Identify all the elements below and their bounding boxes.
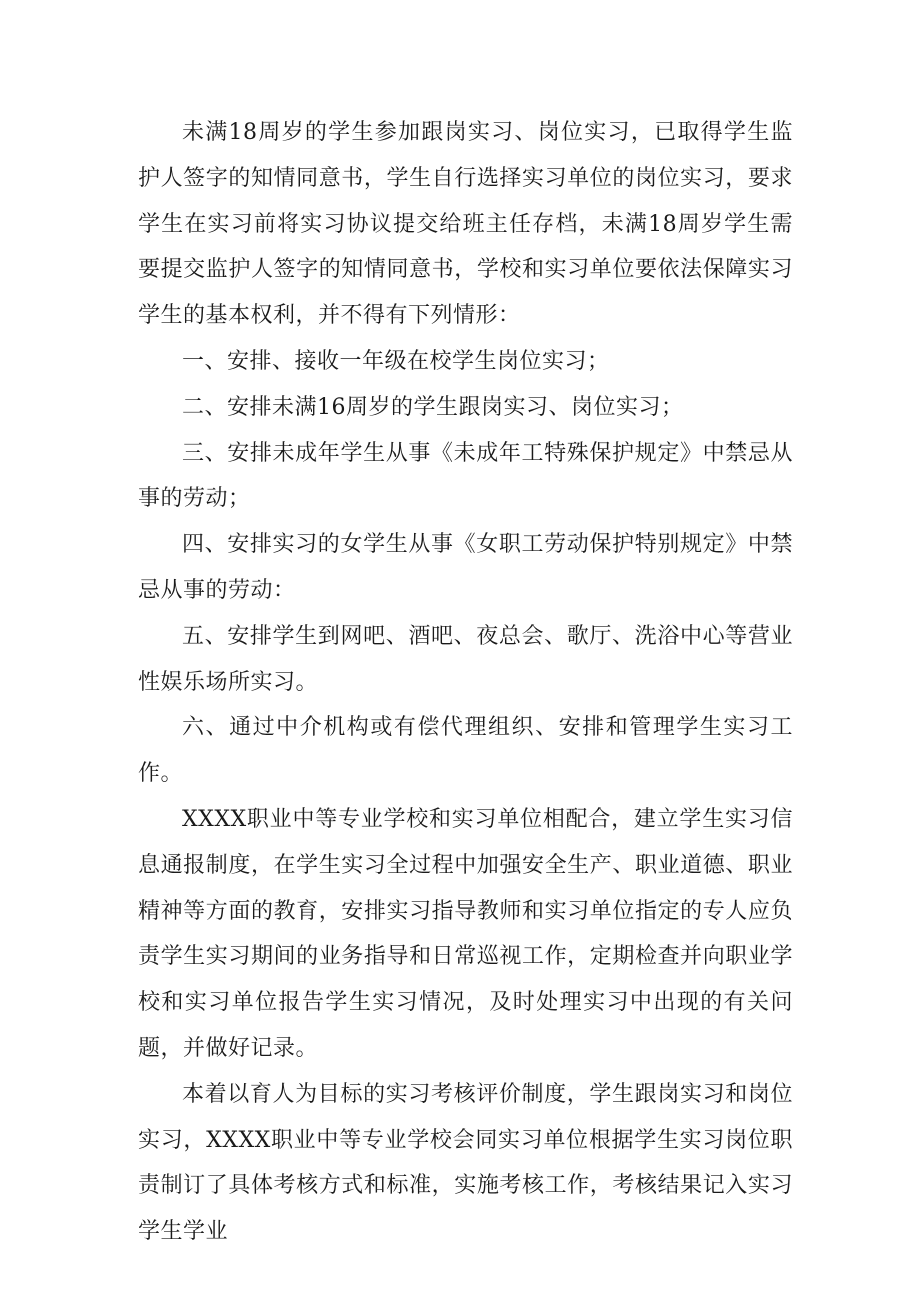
paragraph-reporting-system: XXXX职业中等专业学校和实习单位相配合，建立学生实习信息通报制度，在学生实习全过程中加强安全生产、职业道德、职业精神等方面的教育，安排实习指导教师和实习单位指定的专人应负责学生实习期间的业务指导和日常巡视工作，定期检查并向职业学校和实习单位报告学生实习情况，及时处理实习中出现的有关问题，并做好记录。 — [138, 806, 793, 1061]
paragraph-item-6: 六、通过中介机构或有偿代理组织、安排和管理学生实习工作。 — [138, 715, 793, 787]
paragraph-item-3: 三、安排未成年学生从事《未成年工特殊保护规定》中禁忌从事的劳动； — [138, 440, 793, 512]
document-body — [138, 110, 793, 1255]
paragraph-item-5: 五、安排学生到网吧、酒吧、夜总会、歌厅、洗浴中心等营业性娱乐场所实习。 — [138, 623, 793, 695]
paragraph-item-1: 一、安排、接收一年级在校学生岗位实习； — [182, 348, 610, 374]
paragraph-intro: 未满18周岁的学生参加跟岗实习、岗位实习，已取得学生监护人签字的知情同意书，学生自行选择实习单位的岗位实习，要求学生在实习前将实习协议提交给班主任存档，未满18周岁学生需要提交监护人签字的知情同意书，学校和实习单位要依法保障实习学生的基本权利，并不得有下列情形： — [138, 120, 793, 329]
paragraph-assessment: 本着以育人为目标的实习考核评价制度，学生跟岗实习和岗位实习，XXXX职业中等专业学校会同实习单位根据学生实习岗位职责制订了具体考核方式和标准，实施考核工作，考核结果记入实习学生学业 — [138, 1081, 793, 1245]
paragraph-item-4: 四、安排实习的女学生从事《女职工劳动保护特别规定》中禁忌从事的劳动： — [138, 532, 793, 603]
paragraph-item-2: 二、安排未满16周岁的学生跟岗实习、岗位实习； — [182, 394, 684, 420]
